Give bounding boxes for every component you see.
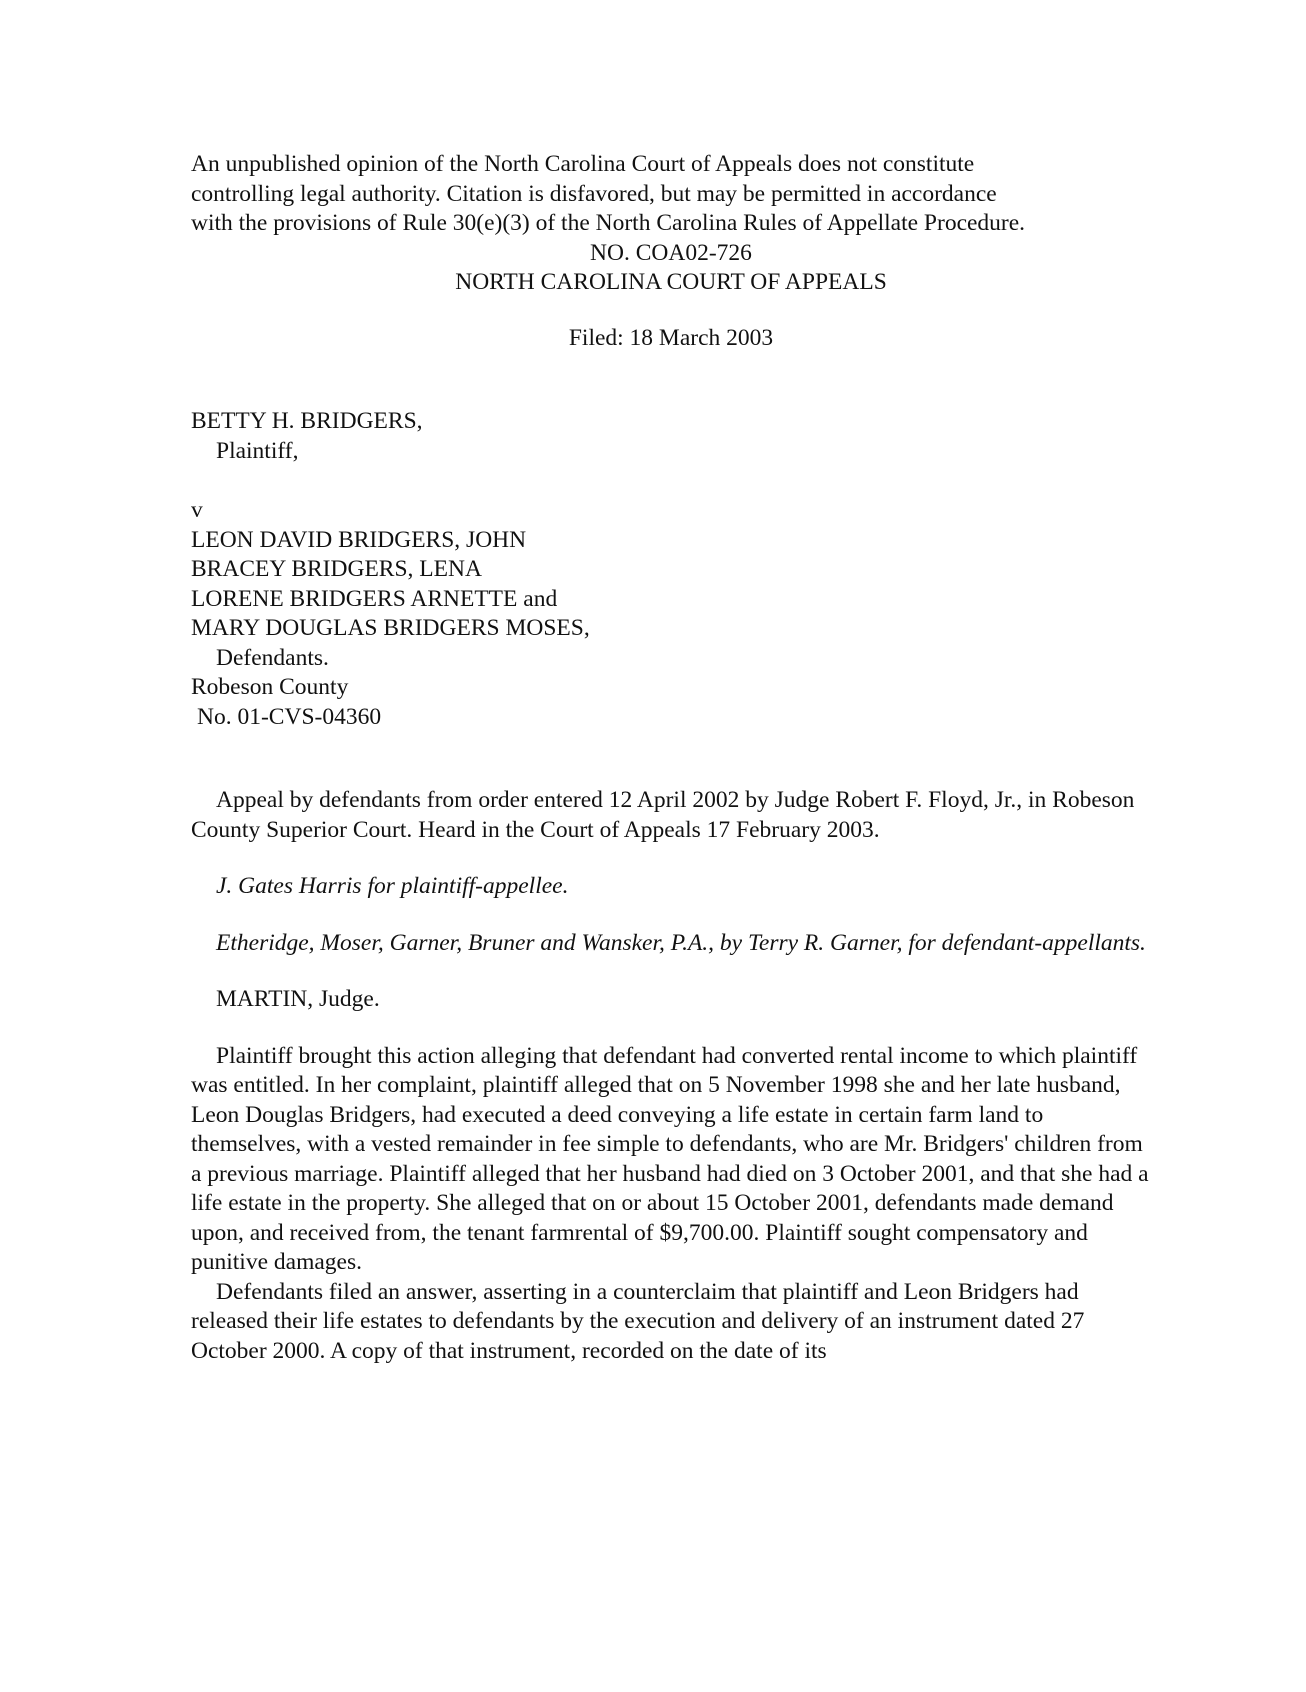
defendant-name-line: LORENE BRIDGERS ARNETTE and (191, 585, 558, 612)
judge-line: MARTIN, Judge. (216, 986, 380, 1012)
defendants-role: Defendants. (216, 644, 329, 671)
body-paragraph: Defendants filed an answer, asserting in a counterclaim that plaintiff and Leon Bridgers had released their life estates to defendants by the execution and delivery of an instrument dated 27 October 2000. A copy of that instrument, recorded on the date of its (191, 1278, 1085, 1364)
versus: v (191, 497, 203, 523)
notice-line: An unpublished opinion of the North Carolina Court of Appeals does not constitute (191, 151, 975, 177)
body-paragraph: Plaintiff brought this action alleging that defendant had converted rental income to which plaintiff was entitled. In her complaint, plaintiff alleged that on 5 November 1998 she and her late husband, Leon Douglas Bridgers, had executed a deed conveying a life estate in certain farm land to themselves, with a vested remainder in fee simple to defendants, who are Mr. Bridgers' children from a previous marriage. Plaintiff alleged that her husband had died on 3 October 2001, and that she had a life estate in the property. She alleged that on or about 15 October 2001, defendants made demand upon, and received from, the tenant farmrental of $9,700.00. Plaintiff sought compensatory and punitive damages. (191, 1042, 1149, 1275)
docket-number: No. 01-CVS-04360 (197, 703, 382, 730)
counsel-defendants: Etheridge, Moser, Garner, Bruner and Wansker, P.A., by Terry R. Garner, for defendant-appellants. (216, 929, 1146, 956)
defendant-name-line: MARY DOUGLAS BRIDGERS MOSES, (191, 615, 590, 641)
notice-line: controlling legal authority. Citation is disfavored, but may be permitted in accordance (191, 180, 997, 207)
filed-date: Filed: 18 March 2003 (568, 324, 774, 351)
plaintiff-role: Plaintiff, (216, 437, 299, 464)
defendants-block (191, 526, 1151, 674)
opinion-page (191, 150, 1151, 1366)
plaintiff-block (191, 407, 1151, 466)
counsel-plaintiff: J. Gates Harris for plaintiff-appellee. (216, 873, 569, 899)
case-number: NO. COA02-726 (590, 239, 752, 266)
defendant-name-line: LEON DAVID BRIDGERS, JOHN (191, 526, 527, 553)
plaintiff-name: BETTY H. BRIDGERS, (191, 408, 423, 434)
notice-line: with the provisions of Rule 30(e)(3) of the North Carolina Rules of Appellate Procedure. (191, 210, 1026, 236)
defendant-name-line: BRACEY BRIDGERS, LENA (191, 556, 482, 582)
unpublished-notice (191, 150, 1151, 239)
appeal-paragraph: Appeal by defendants from order entered 12 April 2002 by Judge Robert F. Floyd, Jr., in Robeson County Superior Court. Heard in the Court of Appeals 17 February 2003. (191, 787, 1135, 843)
court-name: NORTH CAROLINA COURT OF APPEALS (455, 269, 887, 295)
county: Robeson County (191, 674, 349, 700)
